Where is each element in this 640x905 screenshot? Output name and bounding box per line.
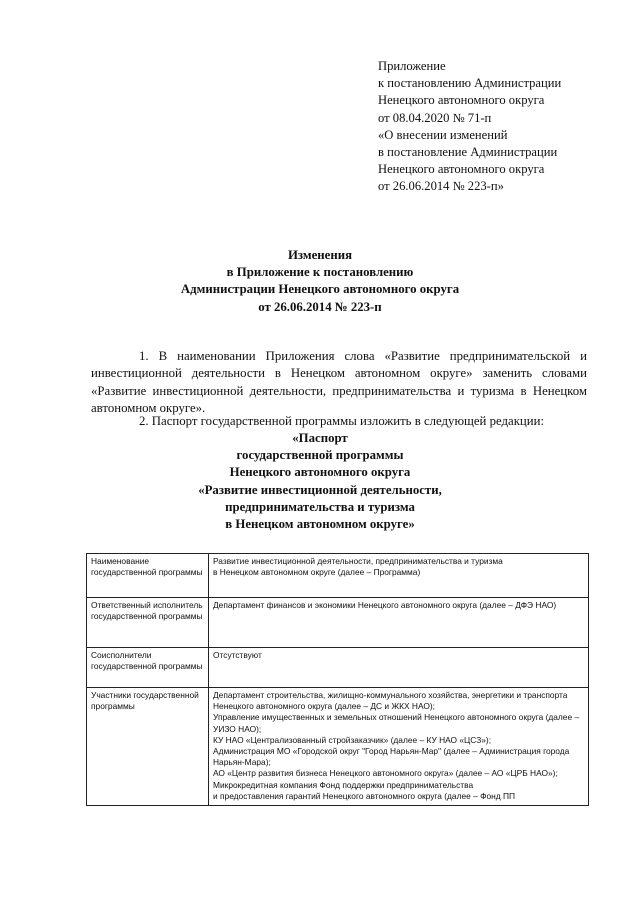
passport-table: [86, 553, 589, 806]
value-line: в Ненецком автономном округе (далее – Программа): [213, 567, 421, 578]
table-row: [87, 688, 589, 806]
header-line: Ненецкого автономного округа: [378, 93, 545, 108]
row-value: [209, 554, 589, 598]
title-line: Администрации Ненецкого автономного округа: [180, 282, 460, 297]
paragraph-2: 2. Паспорт государственной программы изложить в следующей редакции:: [139, 414, 545, 428]
title-line: в Приложение к постановлению: [226, 265, 414, 280]
passport-title-line: «Развитие инвестиционной деятельности,: [198, 482, 442, 497]
value-line: Микрокредитная компания Фонд поддержки предпринимательства: [213, 779, 474, 790]
passport-title-line: в Ненецком автономном округе»: [225, 517, 415, 532]
passport-title-line: «Паспорт: [292, 431, 348, 445]
header-line: к постановлению Администрации: [378, 76, 562, 91]
row-value: [209, 688, 589, 806]
value-line: Управление имущественных и земельных отношений Ненецкого автономного округа (далее – УИЗО НАО);: [213, 712, 580, 734]
value-line: Департамент строительства, жилищно-коммунального хозяйства, энергетики и транспорта Ненецкого автономного округа (далее – ДС и ЖКХ НАО);: [213, 690, 568, 712]
row-value: [209, 648, 589, 688]
row-label: Участники государственной программы: [87, 688, 209, 806]
header-line: Приложение: [378, 59, 446, 73]
header-line: «О внесении изменений: [378, 127, 508, 142]
title-line: Изменения: [287, 248, 353, 262]
title-line: от 26.06.2014 № 223-п: [258, 299, 382, 314]
table-row: [87, 598, 589, 648]
table-row: [87, 648, 589, 688]
header-line: в постановление Администрации: [378, 145, 558, 160]
passport-title-line: Ненецкого автономного округа: [229, 465, 411, 480]
row-label: Ответственный исполнитель государственной программы: [87, 598, 209, 648]
row-label: Наименование государственной программы: [87, 554, 209, 598]
value-line: Развитие инвестиционной деятельности, предпринимательства и туризма: [213, 556, 503, 566]
table-row: [87, 554, 589, 598]
passport-title: [0, 430, 640, 533]
appendix-header: [378, 58, 628, 196]
row-value: [209, 598, 589, 648]
value-line: Отсутствуют: [213, 650, 262, 660]
value-line: АО «Центр развития бизнеса Ненецкого автономного округа» (далее – АО «ЦРБ НАО»);: [213, 768, 558, 779]
document-title: [0, 247, 640, 316]
header-line: Ненецкого автономного округа: [378, 162, 545, 177]
header-line: от 26.06.2014 № 223-п»: [378, 179, 504, 194]
passport-title-line: государственной программы: [236, 448, 404, 463]
passport-title-line: предпринимательства и туризма: [225, 499, 415, 514]
value-line: Департамент финансов и экономики Ненецкого автономного округа (далее – ДФЭ НАО): [213, 600, 557, 610]
value-line: КУ НАО «Централизованный стройзаказчик» (далее – КУ НАО «ЦСЗ»);: [213, 734, 492, 745]
paragraph-1: 1. В наименовании Приложения слова «Развитие предпринимательской и инвестиционной деятельности в Ненецком автономном округе» заменить словами «Развитие инвестиционной деятельности, предпринимательства и туризма в Ненецком автономном округе».: [91, 349, 587, 416]
value-line: Администрация МО «Городской округ "Город Нарьян-Мар" (далее – Администрация города Нарьян-Мара);: [213, 746, 570, 768]
header-line: от 08.04.2020 № 71-п: [378, 110, 492, 125]
row-label: Соисполнители государственной программы: [87, 648, 209, 688]
value-line: и предоставления гарантий Ненецкого автономного округа (далее – Фонд ПП: [213, 790, 515, 801]
